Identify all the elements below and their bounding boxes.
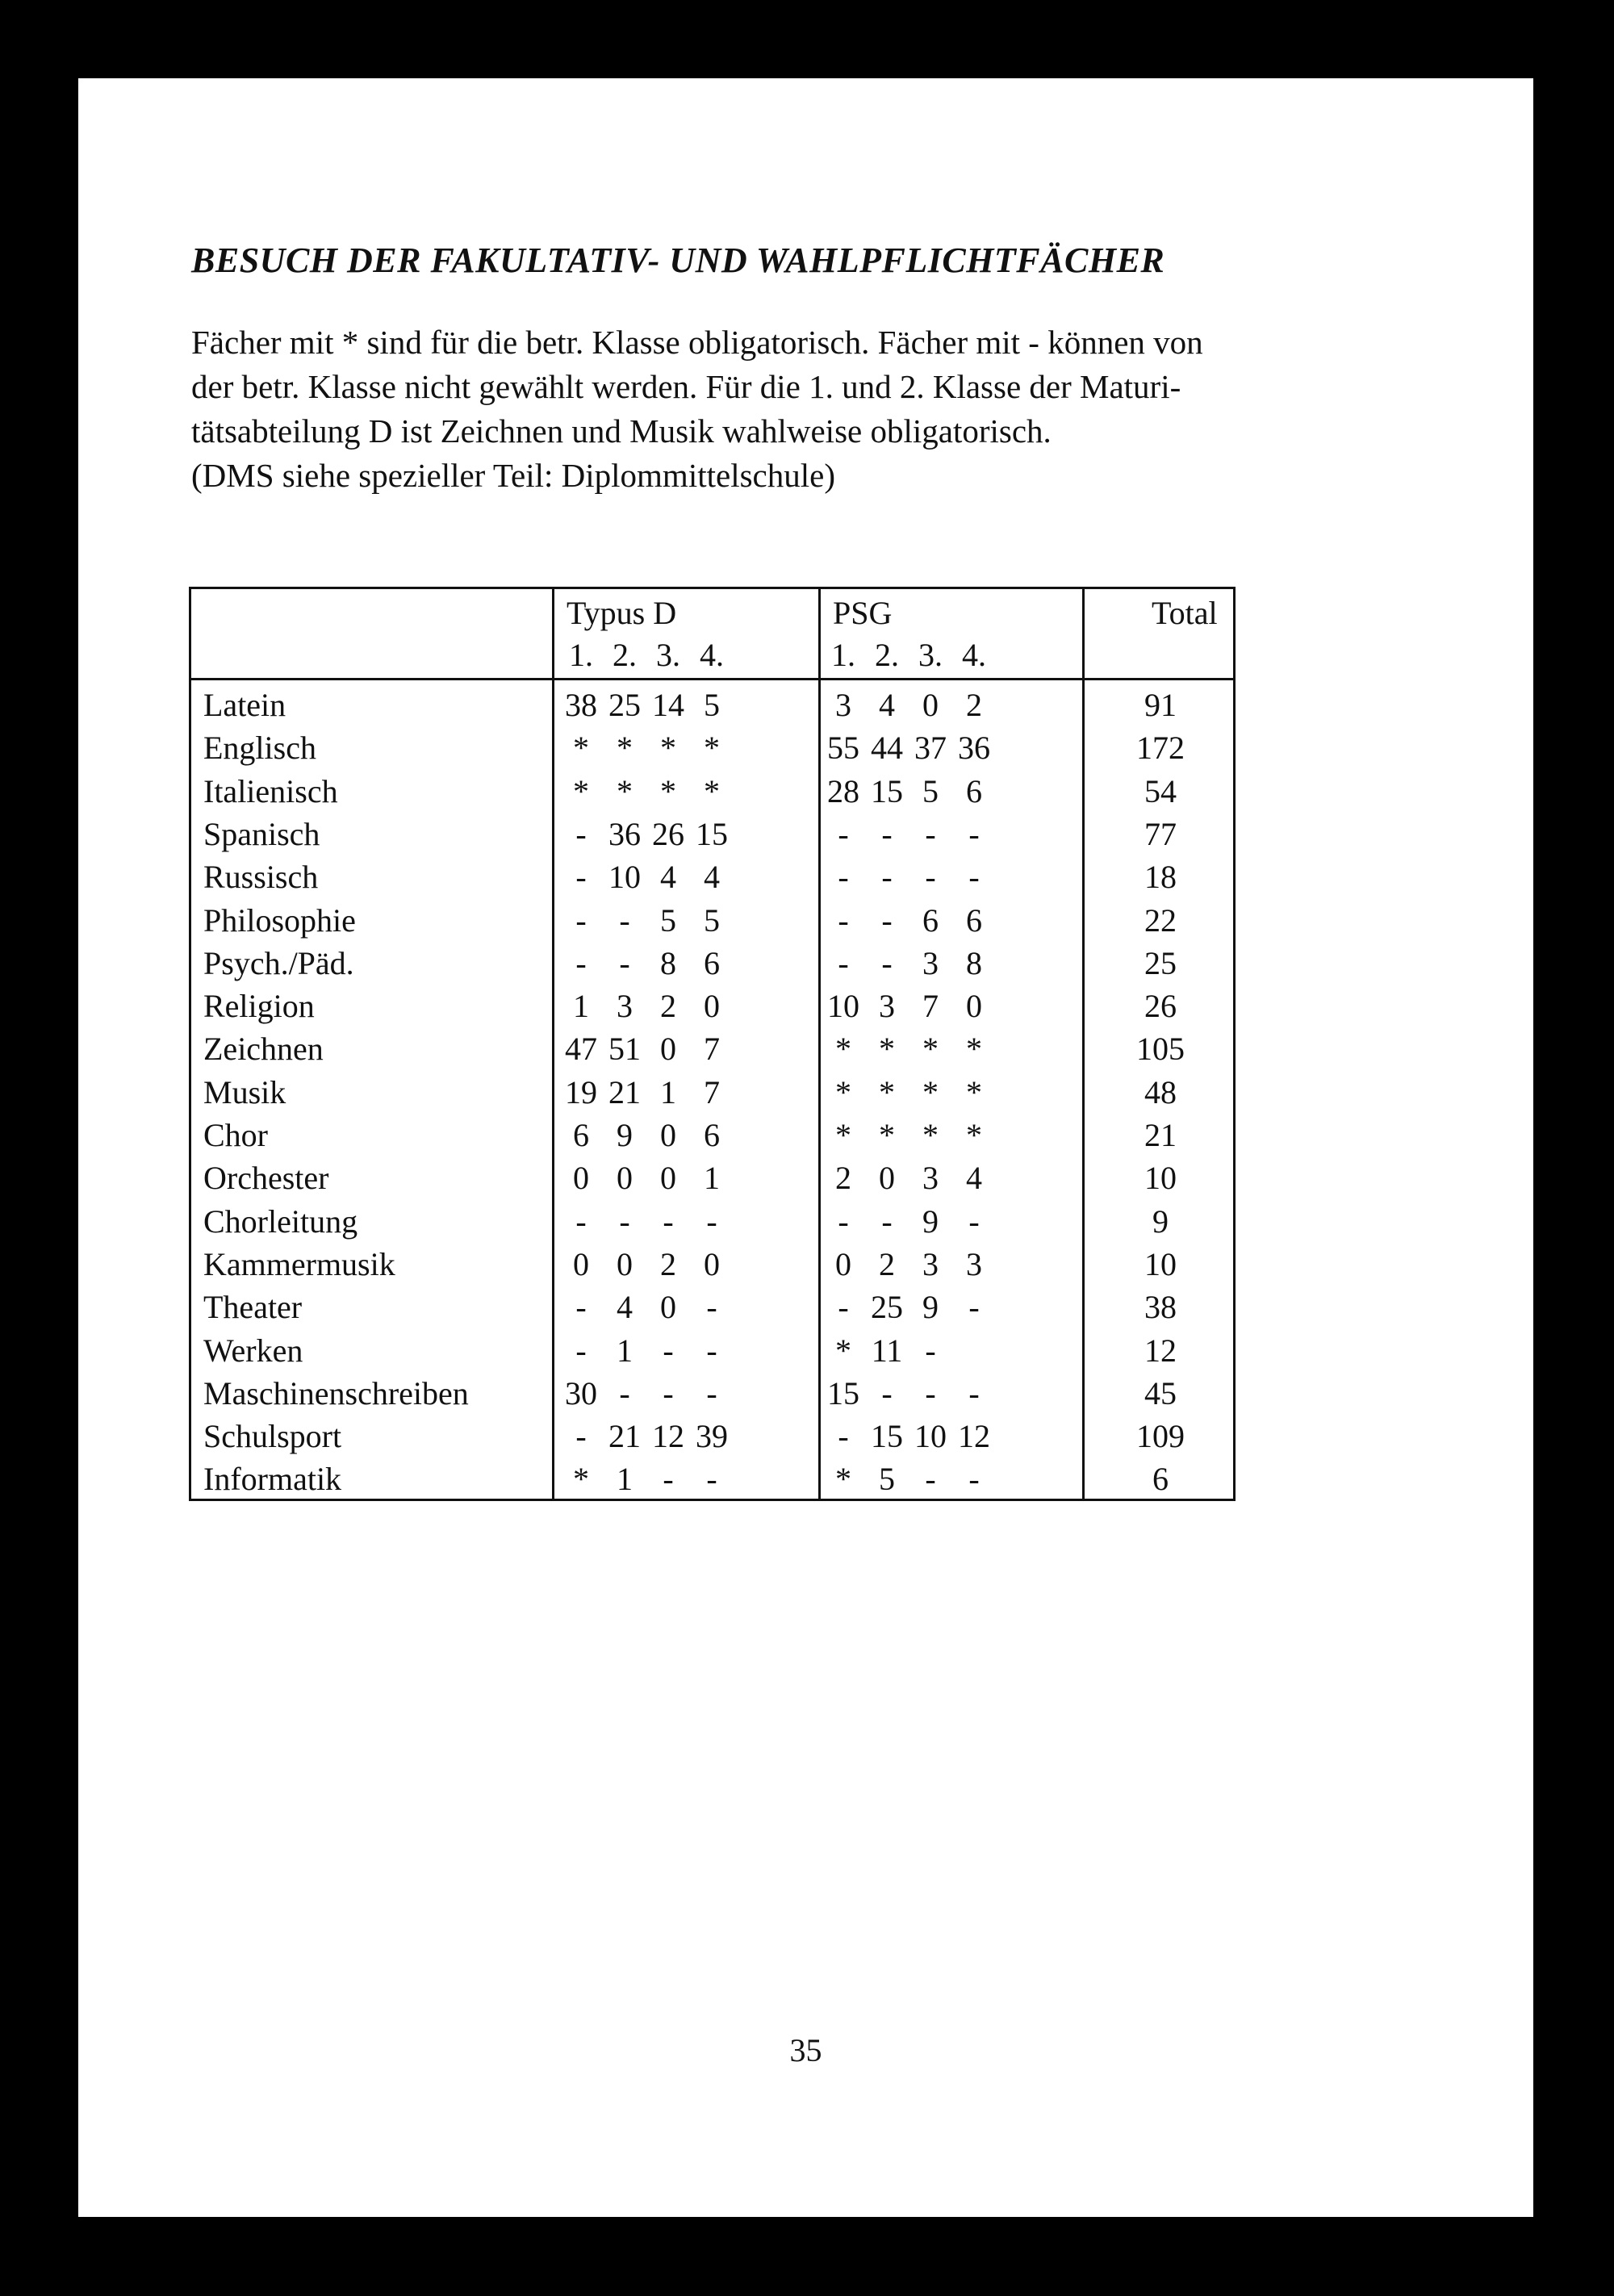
total-value: 54 (1144, 773, 1177, 809)
subject-label: Informatik (203, 1461, 342, 1497)
typus-d-value: 0 (704, 988, 720, 1024)
typus-d-value: 0 (617, 1246, 633, 1282)
psg-value: - (881, 859, 893, 895)
typus-d-value: 47 (565, 1031, 597, 1067)
psg-value: * (835, 1117, 851, 1153)
intro-line: der betr. Klasse nicht gewählt werden. Für die 1. und 2. Klasse der Maturi- (191, 368, 1181, 405)
subject-label: Zeichnen (203, 1031, 324, 1067)
psg-value: - (881, 945, 893, 981)
typus-d-value: 2 (660, 988, 676, 1024)
psg-value: 9 (922, 1289, 939, 1325)
psg-value: * (835, 1461, 851, 1497)
typus-d-value: * (573, 1461, 589, 1497)
psg-value: - (838, 816, 849, 852)
psg-value: - (925, 816, 936, 852)
typus-d-value: - (706, 1332, 717, 1369)
psg-value: 0 (966, 988, 982, 1024)
psg-value: - (925, 859, 936, 895)
page-heading: BESUCH DER FAKULTATIV- UND WAHLPFLICHTFÄCHER (191, 240, 1165, 280)
psg-value: * (835, 1074, 851, 1110)
psg-value: 11 (871, 1332, 903, 1369)
typus-d-value: * (660, 773, 676, 809)
psg-value: 2 (879, 1246, 895, 1282)
psg-value: 8 (966, 945, 982, 981)
psg-value: 6 (966, 773, 982, 809)
typus-d-value: - (575, 902, 587, 939)
psg-value: - (925, 1375, 936, 1411)
typus-d-value: * (573, 773, 589, 809)
typus-d-value: 2 (660, 1246, 676, 1282)
subject-label: Spanisch (203, 816, 320, 852)
total-value: 25 (1144, 945, 1177, 981)
subject-label: Maschinenschreiben (203, 1375, 469, 1411)
total-value: 38 (1144, 1289, 1177, 1325)
typus-d-value: - (619, 902, 630, 939)
total-value: 77 (1144, 816, 1177, 852)
typus-d-value: 6 (573, 1117, 589, 1153)
typus-d-value: 1 (573, 988, 589, 1024)
typus-d-value: 25 (608, 687, 641, 723)
typus-d-value: - (575, 1332, 587, 1369)
subject-attendance-table (189, 587, 1236, 1501)
typus-d-value: 0 (573, 1246, 589, 1282)
document-page (78, 78, 1533, 2217)
psg-value: - (838, 945, 849, 981)
psg-value: * (922, 1031, 939, 1067)
psg-value: * (922, 1074, 939, 1110)
typus-d-value: 36 (608, 816, 641, 852)
subject-label: Latein (203, 687, 286, 723)
typus-d-value: 1 (617, 1461, 633, 1497)
subject-label: Chorleitung (203, 1203, 358, 1240)
typus-d-value: 6 (704, 1117, 720, 1153)
typus-d-value: 0 (704, 1246, 720, 1282)
total-value: 18 (1144, 859, 1177, 895)
header-psg: PSG (833, 595, 893, 631)
typus-d-value: 21 (608, 1418, 641, 1454)
typus-d-value: - (575, 1289, 587, 1325)
total-value: 45 (1144, 1375, 1177, 1411)
psg-value: 4 (966, 1160, 982, 1196)
header-typus-d-class: 1. (569, 637, 593, 673)
typus-d-value: * (660, 730, 676, 766)
typus-d-value: - (706, 1203, 717, 1240)
psg-value: 5 (879, 1461, 895, 1497)
total-value: 109 (1136, 1418, 1185, 1454)
intro-line: Fächer mit * sind für die betr. Klasse obligatorisch. Fächer mit - können von (191, 324, 1203, 361)
typus-d-value: 1 (704, 1160, 720, 1196)
psg-value: * (879, 1117, 895, 1153)
typus-d-value: - (575, 945, 587, 981)
typus-d-value: 7 (704, 1074, 720, 1110)
psg-value: * (966, 1117, 982, 1153)
psg-value: 3 (922, 945, 939, 981)
psg-value: 2 (835, 1160, 851, 1196)
intro-line: (DMS siehe spezieller Teil: Diplommittelschule) (191, 457, 835, 494)
psg-value: - (968, 816, 980, 852)
typus-d-value: 0 (573, 1160, 589, 1196)
typus-d-value: 21 (608, 1074, 641, 1110)
typus-d-value: 0 (660, 1031, 676, 1067)
header-typus-d-class: 2. (613, 637, 637, 673)
psg-value: 0 (922, 687, 939, 723)
psg-value: 15 (827, 1375, 859, 1411)
psg-value: - (881, 816, 893, 852)
typus-d-value: 30 (565, 1375, 597, 1411)
typus-d-value: - (575, 859, 587, 895)
table-header-divider (191, 678, 1233, 680)
psg-value: 10 (914, 1418, 947, 1454)
psg-value: 9 (922, 1203, 939, 1240)
total-value: 12 (1144, 1332, 1177, 1369)
typus-d-value: 5 (660, 902, 676, 939)
typus-d-value: - (575, 816, 587, 852)
total-value: 10 (1144, 1246, 1177, 1282)
psg-value: 15 (871, 1418, 903, 1454)
psg-value: * (966, 1074, 982, 1110)
subject-label: Philosophie (203, 902, 356, 939)
psg-value: - (925, 1461, 936, 1497)
typus-d-value: * (573, 730, 589, 766)
total-value: 105 (1136, 1031, 1185, 1067)
intro-line: tätsabteilung D ist Zeichnen und Musik wahlweise obligatorisch. (191, 412, 1052, 450)
header-typus-d-class: 3. (656, 637, 680, 673)
typus-d-value: 5 (704, 902, 720, 939)
total-value: 22 (1144, 902, 1177, 939)
table-divider (552, 589, 554, 1499)
typus-d-value: - (575, 1203, 587, 1240)
subject-label: Theater (203, 1289, 303, 1325)
typus-d-value: 0 (660, 1117, 676, 1153)
typus-d-value: - (706, 1289, 717, 1325)
typus-d-value: 10 (608, 859, 641, 895)
typus-d-value: 14 (652, 687, 684, 723)
psg-value: 3 (835, 687, 851, 723)
psg-value: 15 (871, 773, 903, 809)
psg-value: 6 (966, 902, 982, 939)
psg-value: 10 (827, 988, 859, 1024)
typus-d-value: * (617, 730, 633, 766)
psg-value: - (838, 902, 849, 939)
psg-value: - (968, 1203, 980, 1240)
psg-value: 0 (879, 1160, 895, 1196)
subject-label: Italienisch (203, 773, 338, 809)
typus-d-value: 0 (660, 1160, 676, 1196)
typus-d-value: - (663, 1203, 674, 1240)
subject-label: Musik (203, 1074, 286, 1110)
psg-value: 44 (871, 730, 903, 766)
typus-d-value: 12 (652, 1418, 684, 1454)
typus-d-value: 4 (704, 859, 720, 895)
typus-d-value: 0 (660, 1289, 676, 1325)
header-total: Total (1152, 595, 1218, 631)
typus-d-value: 9 (617, 1117, 633, 1153)
typus-d-value: 0 (617, 1160, 633, 1196)
psg-value: 5 (922, 773, 939, 809)
psg-value: - (968, 859, 980, 895)
subject-label: Englisch (203, 730, 316, 766)
psg-value: * (879, 1031, 895, 1067)
typus-d-value: 1 (660, 1074, 676, 1110)
psg-value: 55 (827, 730, 859, 766)
typus-d-value: 1 (617, 1332, 633, 1369)
psg-value: - (838, 859, 849, 895)
psg-value: - (838, 1289, 849, 1325)
psg-value: * (835, 1332, 851, 1369)
psg-value: 36 (958, 730, 990, 766)
total-value: 9 (1152, 1203, 1169, 1240)
typus-d-value: 4 (660, 859, 676, 895)
header-typus-d: Typus D (567, 595, 677, 631)
header-psg-class: 2. (875, 637, 899, 673)
psg-value: - (925, 1332, 936, 1369)
psg-value: 12 (958, 1418, 990, 1454)
subject-label: Chor (203, 1117, 268, 1153)
psg-value: * (966, 1031, 982, 1067)
psg-value: * (879, 1074, 895, 1110)
typus-d-value: - (619, 1203, 630, 1240)
typus-d-value: 19 (565, 1074, 597, 1110)
total-value: 48 (1144, 1074, 1177, 1110)
psg-value: 7 (922, 988, 939, 1024)
typus-d-value: 38 (565, 687, 597, 723)
total-value: 10 (1144, 1160, 1177, 1196)
psg-value: 2 (966, 687, 982, 723)
typus-d-value: - (706, 1375, 717, 1411)
typus-d-value: 26 (652, 816, 684, 852)
subject-label: Werken (203, 1332, 303, 1369)
total-value: 26 (1144, 988, 1177, 1024)
typus-d-value: * (704, 773, 720, 809)
psg-value: - (881, 1203, 893, 1240)
typus-d-value: - (575, 1418, 587, 1454)
psg-value: 37 (914, 730, 947, 766)
typus-d-value: 51 (608, 1031, 641, 1067)
total-value: 172 (1136, 730, 1185, 766)
psg-value: 3 (922, 1160, 939, 1196)
typus-d-value: 39 (696, 1418, 728, 1454)
subject-label: Religion (203, 988, 315, 1024)
psg-value: 25 (871, 1289, 903, 1325)
subject-label: Russisch (203, 859, 319, 895)
typus-d-value: - (663, 1332, 674, 1369)
total-value: 91 (1144, 687, 1177, 723)
psg-value: - (838, 1418, 849, 1454)
psg-value: 3 (879, 988, 895, 1024)
psg-value: * (835, 1031, 851, 1067)
subject-label: Schulsport (203, 1418, 342, 1454)
typus-d-value: - (706, 1461, 717, 1497)
psg-value: - (968, 1289, 980, 1325)
total-value: 6 (1152, 1461, 1169, 1497)
psg-value: * (922, 1117, 939, 1153)
psg-value: 6 (922, 902, 939, 939)
psg-value: 3 (922, 1246, 939, 1282)
typus-d-value: * (704, 730, 720, 766)
subject-label: Orchester (203, 1160, 329, 1196)
header-psg-class: 1. (831, 637, 855, 673)
total-value: 21 (1144, 1117, 1177, 1153)
psg-value: - (968, 1461, 980, 1497)
typus-d-value: - (619, 1375, 630, 1411)
typus-d-value: 4 (617, 1289, 633, 1325)
psg-value: - (838, 1203, 849, 1240)
psg-value: - (968, 1375, 980, 1411)
psg-value: 3 (966, 1246, 982, 1282)
subject-label: Psych./Päd. (203, 945, 354, 981)
typus-d-value: 3 (617, 988, 633, 1024)
header-psg-class: 3. (918, 637, 943, 673)
typus-d-value: * (617, 773, 633, 809)
psg-value: - (881, 1375, 893, 1411)
intro-paragraph (191, 320, 1450, 498)
typus-d-value: 7 (704, 1031, 720, 1067)
typus-d-value: - (619, 945, 630, 981)
header-psg-class: 4. (962, 637, 986, 673)
psg-value: 28 (827, 773, 859, 809)
psg-value: 4 (879, 687, 895, 723)
typus-d-value: 6 (704, 945, 720, 981)
typus-d-value: 15 (696, 816, 728, 852)
psg-value: 0 (835, 1246, 851, 1282)
psg-value: - (881, 902, 893, 939)
typus-d-value: 5 (704, 687, 720, 723)
page-number: 35 (789, 2032, 822, 2068)
typus-d-value: - (663, 1461, 674, 1497)
typus-d-value: - (663, 1375, 674, 1411)
typus-d-value: 8 (660, 945, 676, 981)
subject-label: Kammermusik (203, 1246, 395, 1282)
header-typus-d-class: 4. (700, 637, 724, 673)
table-divider (1082, 589, 1085, 1499)
